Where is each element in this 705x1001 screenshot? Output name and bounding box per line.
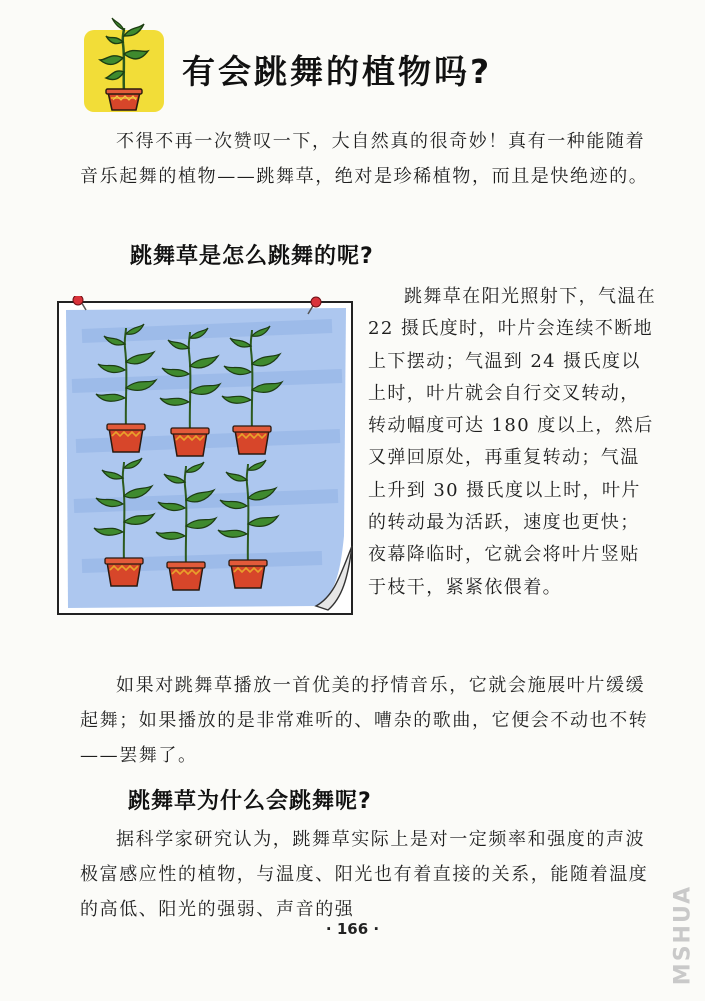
potted-plant-icon <box>84 14 164 112</box>
side-paragraph: 跳舞草在阳光照射下，气温在 22 摄氏度时，叶片会连续不断地上下摆动；气温到 24 摄氏度以上时，叶片就会自行交叉转动，转动幅度可达 180 度以上，然后又弹回原处，再重复转动；气温上升到 30 摄氏度以上时，叶片的转动最为活跃，速度也更快；夜幕降临时，它就会将叶片竖贴于枝干，紧紧依偎着。 <box>368 286 657 598</box>
watermark <box>668 880 698 990</box>
intro-paragraph: 不得不再一次赞叹一下，大自然真的很奇妙！真有一种能随着音乐起舞的植物——跳舞草，绝对是珍稀植物，而且是快绝迹的。 <box>80 131 649 187</box>
dancing-plants-illustration <box>52 296 364 624</box>
page-title: 有会跳舞的植物吗? <box>182 52 493 91</box>
music-paragraph: 如果对跳舞草播放一首优美的抒情音乐，它就会施展叶片缓缓起舞；如果播放的是非常难听的、嘈杂的歌曲，它便会不动也不转——罢舞了。 <box>80 675 649 766</box>
watermark-text: MSHUA <box>670 884 696 986</box>
title-icon-box <box>84 30 164 112</box>
section-heading-why: 跳舞草为什么会跳舞呢? <box>128 789 372 814</box>
why-paragraph: 据科学家研究认为，跳舞草实际上是对一定频率和强度的声波极富感应性的植物，与温度、阳光也有着直接的关系，能随着温度的高低、阳光的强弱、声音的强 <box>80 829 649 920</box>
page-number: · 166 · <box>325 920 380 938</box>
section-heading-how: 跳舞草是怎么跳舞的呢? <box>130 244 374 269</box>
